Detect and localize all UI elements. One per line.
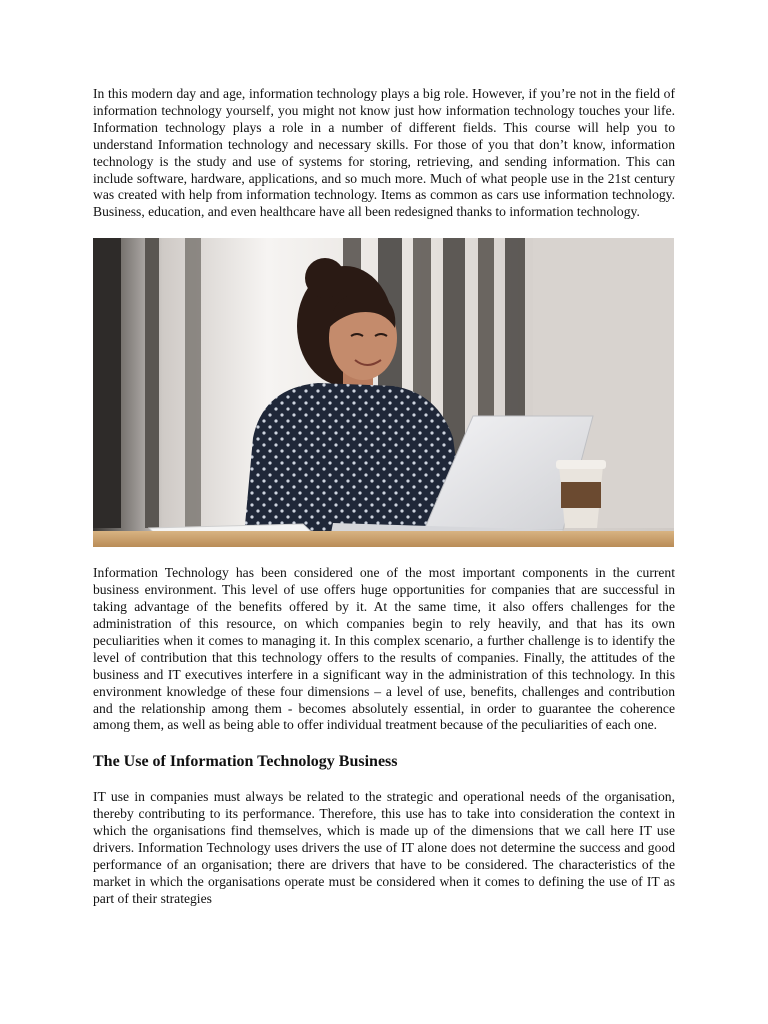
intro-paragraph: In this modern day and age, information technology plays a big role. However, if you’re not in the field of information technology yourself, you might not know just how information technology touches your life. Information technology plays a role in a number of different fields. This course will help you to understand Information technology and necessary skills. For those of you that don’t know, information technology is the study and use of systems for storing, retrieving, and sending information. This can include software, hardware, applications, and so much more. Much of what people use in the 21st century was created with help from information technology. Items as common as cars use information technology. Business, education, and even healthcare have all been redesigned thanks to information technology. <box>93 86 675 220</box>
section-heading: The Use of Information Technology Business <box>93 753 398 771</box>
document-page <box>93 86 675 908</box>
business-paragraph: Information Technology has been considered one of the most important components in the current business environment. This level of use offers huge opportunities for companies that are successful in taking advantage of the benefits offered by it. At the same time, it also offers challenges for the administration of this resource, on which companies begin to rely heavily, and that has its own peculiarities when it comes to managing it. In this complex scenario, a further challenge is to identify the level of contribution that this technology offers to the results of companies. Finally, the attitudes of the business and IT executives interfere in a significant way in the administration of this technology. In this environment knowledge of these four dimensions – a level of use, benefits, challenges and contribution and the relationship among them - becomes absolutely essential, in order to guarantee the coherence among them, as well as being able to offer individual treatment because of the peculiarities of each one. <box>93 565 675 733</box>
window-frame <box>185 238 201 528</box>
woman-laptop-photo <box>93 238 674 547</box>
use-paragraph: IT use in companies must always be related to the strategic and operational needs of the organisation, thereby contributing to its performance. Therefore, this use has to take into consideration the context in which the organisations find themselves, which is made up of the dimensions that we call here IT use drivers. Information Technology uses drivers the use of IT alone does not determine the success and good performance of an organisation; there are drivers that have to be considered. The characteristics of the market in which the organisations operate must be considered when it comes to defining the use of IT as part of their strategies <box>93 789 675 906</box>
window-frame-left <box>93 238 121 528</box>
photo-illustration <box>93 238 674 547</box>
window-frame <box>145 238 159 528</box>
desk <box>93 531 674 547</box>
